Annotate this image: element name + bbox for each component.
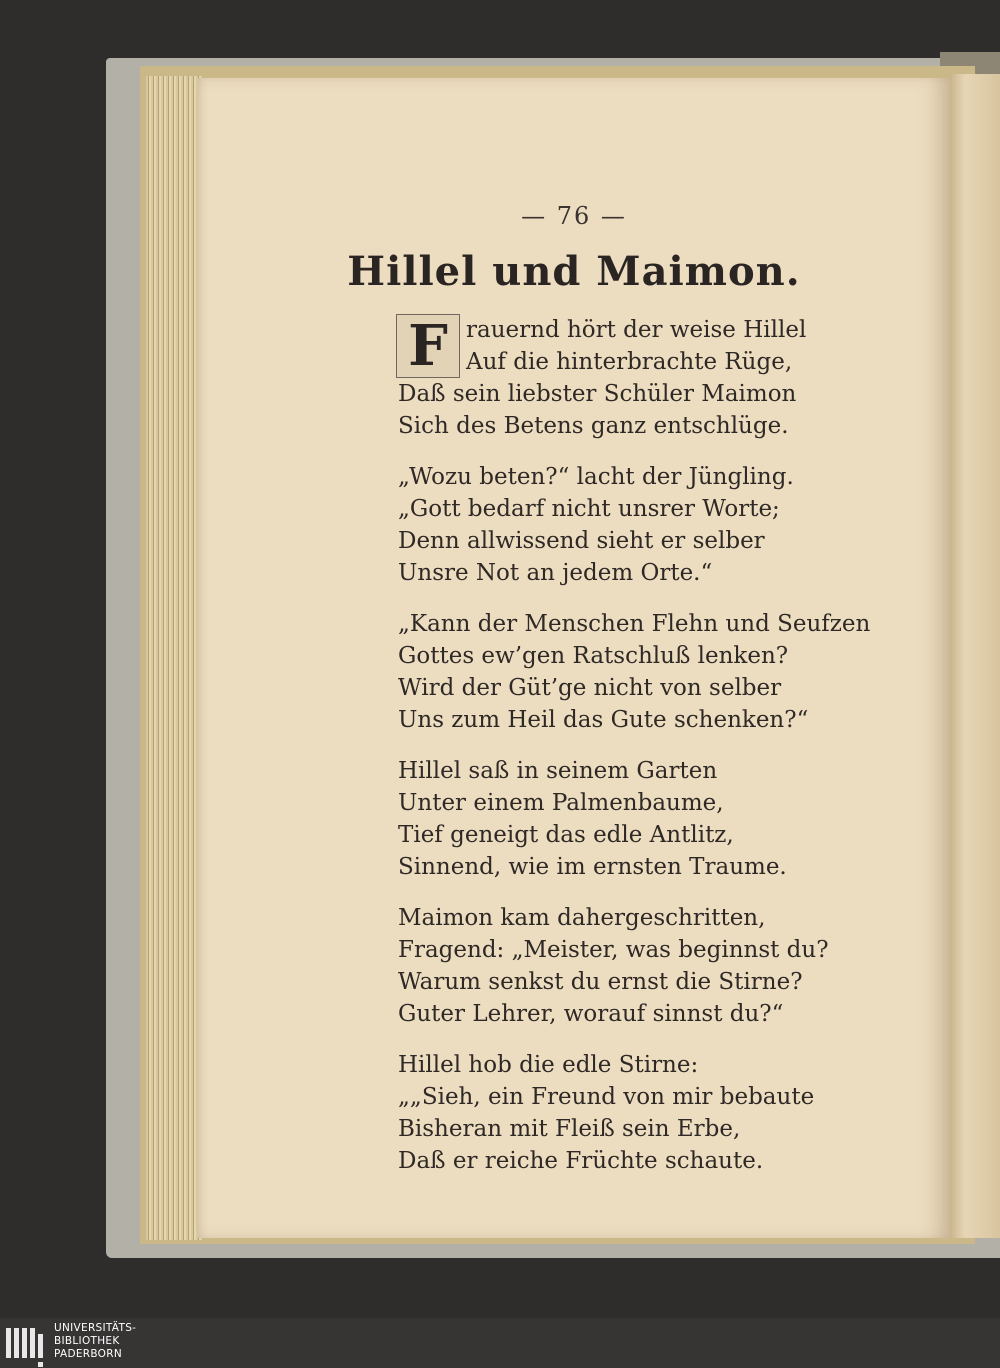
poem-line: Fragend: „Meister, was beginnst du? — [398, 937, 829, 963]
poem-line: Maimon kam dahergeschritten, — [398, 905, 766, 931]
page-edges — [146, 76, 202, 1240]
poem-line: Unter einem Palmenbaume, — [398, 790, 724, 816]
poem-line: Sinnend, wie im ernsten Traume. — [398, 854, 787, 880]
library-name-line2: BIBLIOTHEK — [54, 1335, 120, 1347]
stanza-6 — [398, 1049, 958, 1177]
poem-title: Hillel und Maimon. — [347, 248, 801, 295]
book-page — [198, 78, 950, 1238]
poem-line: „Wozu beten?“ lacht der Jüngling. — [398, 464, 794, 490]
poem-line: „Gott bedarf nicht unsrer Worte; — [398, 496, 780, 522]
poem-line: Denn allwissend sieht er selber — [398, 528, 765, 554]
stanza-3 — [398, 608, 958, 736]
poem-line: Sich des Betens ganz entschlüge. — [398, 413, 789, 439]
poem-line: „„Sieh, ein Freund von mir bebaute — [398, 1084, 815, 1110]
poem-line: Tief geneigt das edle Antlitz, — [398, 822, 734, 848]
library-footer — [0, 1318, 1000, 1368]
stanza-1 — [398, 314, 958, 442]
poem-line: Bisheran mit Fleiß sein Erbe, — [398, 1116, 741, 1142]
stanza-2 — [398, 461, 958, 589]
poem-line: rauernd hört der weise Hillel — [466, 317, 807, 343]
library-logo-icon — [4, 1322, 48, 1364]
library-name-line3: PADERBORN — [54, 1348, 122, 1360]
poem-line: Guter Lehrer, worauf sinnst du?“ — [398, 1001, 784, 1027]
poem-line: „Kann der Menschen Flehn und Seufzen — [398, 611, 871, 637]
poem-line: Gottes ew’gen Ratschluß lenken? — [398, 643, 789, 669]
library-name-line1: UNIVERSITÄTS- — [54, 1322, 137, 1334]
stanza-4 — [398, 755, 958, 883]
poem-body — [398, 314, 958, 1196]
library-name — [54, 1322, 136, 1361]
poem-line: Uns zum Heil das Gute schenken?“ — [398, 707, 809, 733]
stanza-5 — [398, 902, 958, 1030]
poem-line: Daß er reiche Früchte schaute. — [398, 1148, 764, 1174]
poem-line: Auf die hinterbrachte Rüge, — [466, 349, 793, 375]
poem-line: Hillel saß in seinem Garten — [398, 758, 718, 784]
page-number: — 76 — — [521, 202, 627, 230]
poem-line: Daß sein liebster Schüler Maimon — [398, 381, 797, 407]
poem-line: Hillel hob die edle Stirne: — [398, 1052, 699, 1078]
poem-line: Wird der Güt’ge nicht von selber — [398, 675, 782, 701]
drop-cap: F — [396, 314, 460, 378]
poem-line: Warum senkst du ernst die Stirne? — [398, 969, 803, 995]
poem-line: Unsre Not an jedem Orte.“ — [398, 560, 713, 586]
